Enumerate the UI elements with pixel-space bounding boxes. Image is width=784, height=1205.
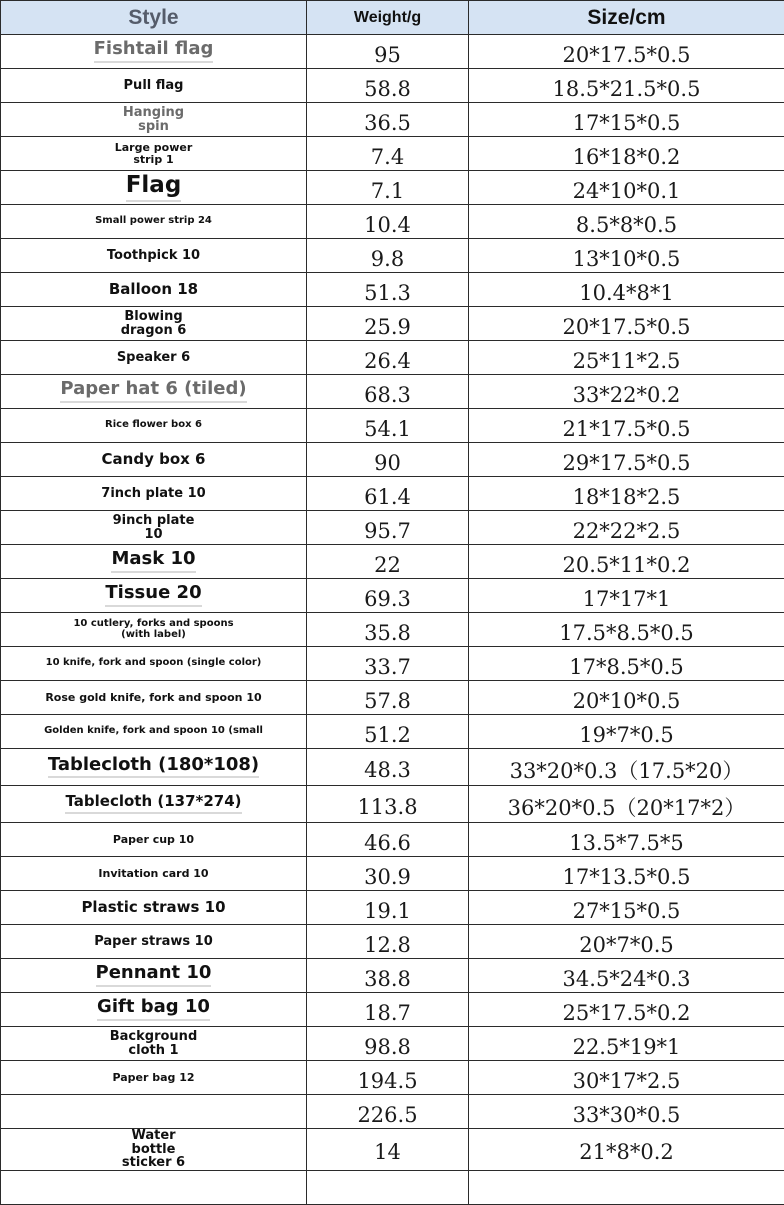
size-cell: 13.5*7.5*5 bbox=[469, 823, 784, 857]
weight-cell: 98.8 bbox=[307, 1027, 469, 1061]
size-cell: 27*15*0.5 bbox=[469, 891, 784, 925]
style-cell: Fishtail flag bbox=[1, 35, 307, 69]
weight-cell: 68.3 bbox=[307, 375, 469, 409]
style-cell: Invitation card 10 bbox=[1, 857, 307, 891]
size-cell: 30*17*2.5 bbox=[469, 1061, 784, 1095]
weight-cell: 12.8 bbox=[307, 925, 469, 959]
size-cell: 20*17.5*0.5 bbox=[469, 35, 784, 69]
table-row bbox=[1, 341, 784, 375]
size-cell: 20*17.5*0.5 bbox=[469, 307, 784, 341]
table-row bbox=[1, 239, 784, 273]
weight-cell: 33.7 bbox=[307, 647, 469, 681]
size-cell: 34.5*24*0.3 bbox=[469, 959, 784, 993]
weight-cell: 25.9 bbox=[307, 307, 469, 341]
weight-cell: 36.5 bbox=[307, 103, 469, 137]
style-cell: Golden knife, fork and spoon 10 (small bbox=[1, 715, 307, 749]
style-cell bbox=[1, 1095, 307, 1129]
table-row bbox=[1, 613, 784, 647]
weight-cell: 90 bbox=[307, 443, 469, 477]
weight-cell: 35.8 bbox=[307, 613, 469, 647]
size-cell: 24*10*0.1 bbox=[469, 171, 784, 205]
style-cell: Hanging spin bbox=[1, 103, 307, 137]
style-cell: Pull flag bbox=[1, 69, 307, 103]
style-cell: Paper bag 12 bbox=[1, 1061, 307, 1095]
weight-cell: 58.8 bbox=[307, 69, 469, 103]
size-cell: 17*15*0.5 bbox=[469, 103, 784, 137]
weight-cell: 57.8 bbox=[307, 681, 469, 715]
style-cell: Large power strip 1 bbox=[1, 137, 307, 171]
weight-cell: 7.1 bbox=[307, 171, 469, 205]
style-cell: Rose gold knife, fork and spoon 10 bbox=[1, 681, 307, 715]
table-row bbox=[1, 103, 784, 137]
style-cell: Small power strip 24 bbox=[1, 205, 307, 239]
weight-cell: 10.4 bbox=[307, 205, 469, 239]
size-cell: 33*20*0.3（17.5*20） bbox=[469, 749, 784, 786]
style-cell: Tablecloth (180*108) bbox=[1, 749, 307, 786]
weight-cell: 48.3 bbox=[307, 749, 469, 786]
weight-cell: 51.2 bbox=[307, 715, 469, 749]
style-cell: Gift bag 10 bbox=[1, 993, 307, 1027]
size-cell: 13*10*0.5 bbox=[469, 239, 784, 273]
weight-cell: 54.1 bbox=[307, 409, 469, 443]
style-cell: 10 cutlery, forks and spoons (with label) bbox=[1, 613, 307, 647]
size-cell: 19*7*0.5 bbox=[469, 715, 784, 749]
size-cell: 33*22*0.2 bbox=[469, 375, 784, 409]
table-row bbox=[1, 959, 784, 993]
table-row bbox=[1, 1061, 784, 1095]
table-row bbox=[1, 35, 784, 69]
weight-cell: 26.4 bbox=[307, 341, 469, 375]
table-row bbox=[1, 409, 784, 443]
table-row bbox=[1, 749, 784, 786]
style-cell: Tablecloth (137*274) bbox=[1, 786, 307, 823]
size-cell: 8.5*8*0.5 bbox=[469, 205, 784, 239]
size-cell: 22*22*2.5 bbox=[469, 511, 784, 545]
style-cell: Balloon 18 bbox=[1, 273, 307, 307]
style-cell: Candy box 6 bbox=[1, 443, 307, 477]
style-cell: Blowing dragon 6 bbox=[1, 307, 307, 341]
size-cell: 25*17.5*0.2 bbox=[469, 993, 784, 1027]
weight-cell: 19.1 bbox=[307, 891, 469, 925]
table-row bbox=[1, 681, 784, 715]
table-row bbox=[1, 171, 784, 205]
style-cell: Water bottle sticker 6 bbox=[1, 1129, 307, 1171]
style-cell: Mask 10 bbox=[1, 545, 307, 579]
style-cell: Plastic straws 10 bbox=[1, 891, 307, 925]
size-cell: 21*8*0.2 bbox=[469, 1129, 784, 1171]
table-row bbox=[1, 925, 784, 959]
style-cell bbox=[1, 1170, 307, 1204]
table-row bbox=[1, 443, 784, 477]
table-row bbox=[1, 1095, 784, 1129]
style-cell: Speaker 6 bbox=[1, 341, 307, 375]
size-cell: 21*17.5*0.5 bbox=[469, 409, 784, 443]
size-cell: 22.5*19*1 bbox=[469, 1027, 784, 1061]
header-row bbox=[1, 1, 784, 35]
table-row bbox=[1, 647, 784, 681]
size-cell: 20.5*11*0.2 bbox=[469, 545, 784, 579]
size-cell: 16*18*0.2 bbox=[469, 137, 784, 171]
style-cell: Pennant 10 bbox=[1, 959, 307, 993]
weight-cell: 22 bbox=[307, 545, 469, 579]
size-cell: 17.5*8.5*0.5 bbox=[469, 613, 784, 647]
weight-cell: 51.3 bbox=[307, 273, 469, 307]
size-cell: 20*10*0.5 bbox=[469, 681, 784, 715]
weight-cell: 14 bbox=[307, 1129, 469, 1171]
weight-cell: 69.3 bbox=[307, 579, 469, 613]
table-row bbox=[1, 511, 784, 545]
weight-cell: 18.7 bbox=[307, 993, 469, 1027]
table-row bbox=[1, 786, 784, 823]
size-cell: 17*17*1 bbox=[469, 579, 784, 613]
style-cell: Paper hat 6 (tiled) bbox=[1, 375, 307, 409]
table-row bbox=[1, 715, 784, 749]
header-style: Style bbox=[1, 1, 307, 35]
table-row bbox=[1, 545, 784, 579]
table-row bbox=[1, 273, 784, 307]
table-row bbox=[1, 857, 784, 891]
table-row bbox=[1, 307, 784, 341]
weight-cell: 61.4 bbox=[307, 477, 469, 511]
size-cell: 18.5*21.5*0.5 bbox=[469, 69, 784, 103]
weight-cell: 95 bbox=[307, 35, 469, 69]
style-cell: Paper cup 10 bbox=[1, 823, 307, 857]
style-cell: Background cloth 1 bbox=[1, 1027, 307, 1061]
size-cell: 17*13.5*0.5 bbox=[469, 857, 784, 891]
style-cell: 7inch plate 10 bbox=[1, 477, 307, 511]
weight-cell bbox=[307, 1170, 469, 1204]
style-cell: 9inch plate 10 bbox=[1, 511, 307, 545]
style-cell: Flag bbox=[1, 171, 307, 205]
table-row bbox=[1, 823, 784, 857]
style-cell: Paper straws 10 bbox=[1, 925, 307, 959]
size-cell: 18*18*2.5 bbox=[469, 477, 784, 511]
table-row bbox=[1, 993, 784, 1027]
style-cell: Toothpick 10 bbox=[1, 239, 307, 273]
size-cell: 36*20*0.5（20*17*2） bbox=[469, 786, 784, 823]
table-row bbox=[1, 579, 784, 613]
table-row bbox=[1, 477, 784, 511]
table-row bbox=[1, 137, 784, 171]
table-row bbox=[1, 1170, 784, 1204]
weight-cell: 113.8 bbox=[307, 786, 469, 823]
weight-cell: 9.8 bbox=[307, 239, 469, 273]
weight-cell: 7.4 bbox=[307, 137, 469, 171]
size-cell: 33*30*0.5 bbox=[469, 1095, 784, 1129]
weight-cell: 194.5 bbox=[307, 1061, 469, 1095]
table-row bbox=[1, 205, 784, 239]
header-weight: Weight/g bbox=[307, 1, 469, 35]
size-cell bbox=[469, 1170, 784, 1204]
table-row bbox=[1, 1027, 784, 1061]
weight-cell: 30.9 bbox=[307, 857, 469, 891]
table-row bbox=[1, 891, 784, 925]
size-cell: 20*7*0.5 bbox=[469, 925, 784, 959]
weight-cell: 95.7 bbox=[307, 511, 469, 545]
table-row bbox=[1, 69, 784, 103]
style-cell: Tissue 20 bbox=[1, 579, 307, 613]
size-cell: 10.4*8*1 bbox=[469, 273, 784, 307]
header-size: Size/cm bbox=[469, 1, 784, 35]
size-cell: 29*17.5*0.5 bbox=[469, 443, 784, 477]
weight-cell: 38.8 bbox=[307, 959, 469, 993]
table-row bbox=[1, 375, 784, 409]
style-cell: 10 knife, fork and spoon (single color) bbox=[1, 647, 307, 681]
style-cell: Rice flower box 6 bbox=[1, 409, 307, 443]
size-cell: 25*11*2.5 bbox=[469, 341, 784, 375]
size-cell: 17*8.5*0.5 bbox=[469, 647, 784, 681]
weight-cell: 46.6 bbox=[307, 823, 469, 857]
weight-cell: 226.5 bbox=[307, 1095, 469, 1129]
table-row bbox=[1, 1129, 784, 1171]
